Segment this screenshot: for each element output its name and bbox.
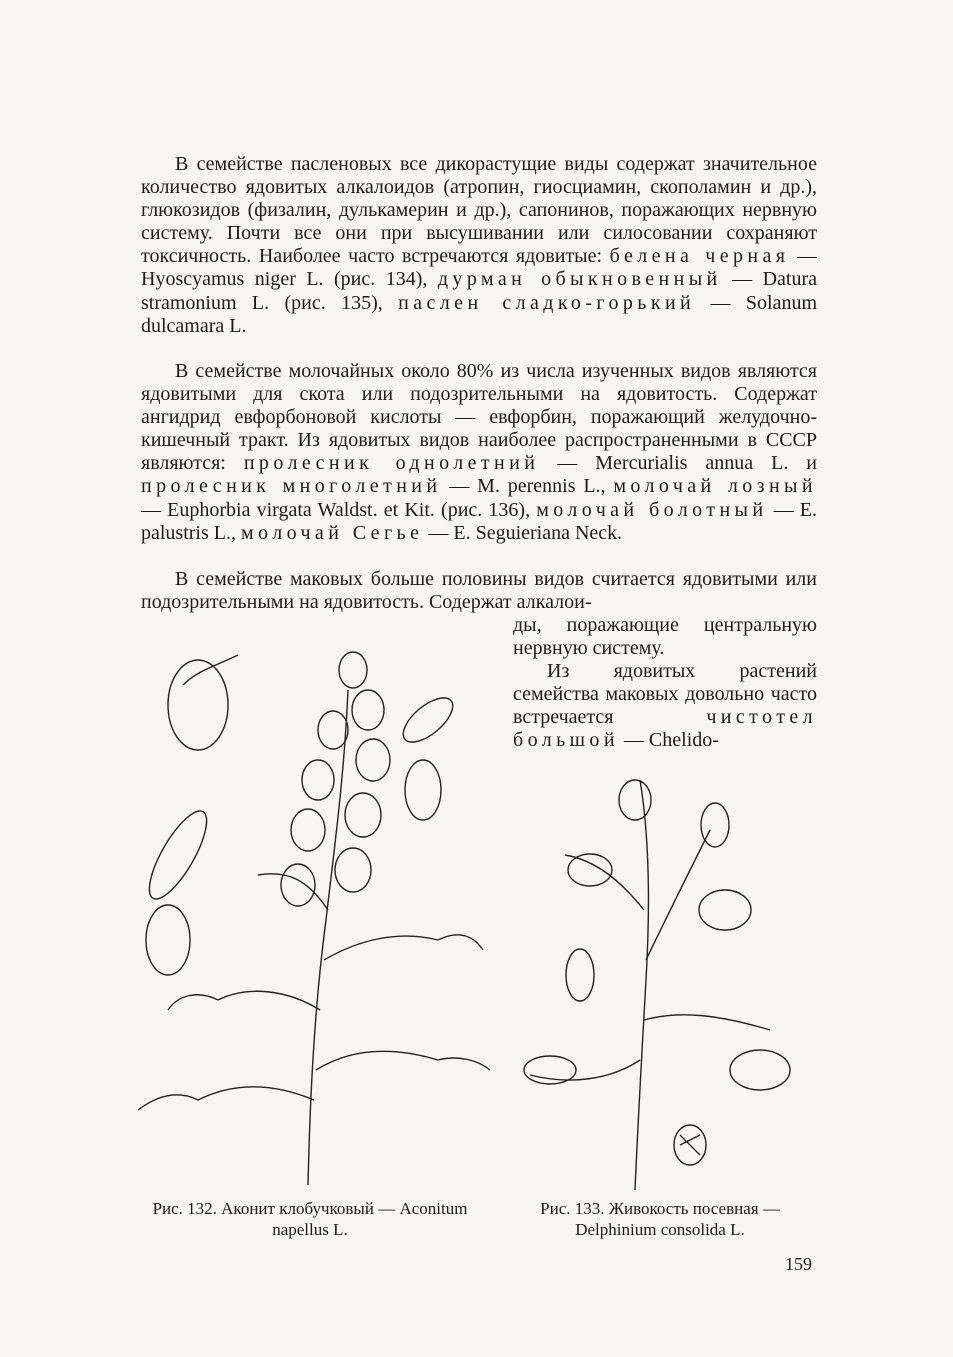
paragraph-papaveraceae-cont: ды, поражающие центральную нервную систему.	[513, 614, 817, 660]
species-nightshade: паслен сладко-горький	[398, 291, 696, 314]
paragraph-celandine: Из ядовитых растений семейства маковых довольно часто встречается чистотел большой — Chelido-	[513, 660, 817, 752]
species-euphorbia-seguieriana: молочай Сегье	[241, 521, 424, 544]
aconite-illustration	[138, 630, 490, 1185]
figure-132-caption: Рис. 132. Аконит клобучковый — Aconitum napellus L.	[152, 1199, 468, 1239]
page-number: 159	[785, 1254, 812, 1274]
species-datura: дурман обыкновенный	[437, 268, 722, 291]
larkspur-illustration	[510, 760, 820, 1190]
paragraph-euphorbiaceae: В семействе молочайных около 80% из числа изученных видов являются ядовитыми для скота или подозрительными на ядовитость. Содержат ангидрид евфорбоновой кислоты — евфорбин, поражающий желудочно-кишечный тракт. Из ядовитых видов наиболее распространенными в СССР являются: пролесник однолетний — Mercurialis annua L. и пролесник многолетний — M. perennis L., молочай лозный — Euphorbia virgata Waldst. et Kit. (рис. 136), молочай болотный — E. palustris L., молочай Сегье — E. Seguieriana Neck.	[141, 360, 818, 544]
right-column-text	[513, 614, 817, 753]
species-euphorbia-virgata: молочай лозный	[613, 475, 817, 498]
species-mercurialis-annua: пролесник однолетний	[243, 452, 540, 475]
figure-133-caption: Рис. 133. Живокость посевная — Delphinium consolida L.	[540, 1199, 780, 1239]
paragraph-papaveraceae: В семействе маковых больше половины видов считается ядовитыми или подозрительными на ядовитость. Содержат алкалои-	[141, 568, 817, 614]
paragraph-solanaceae: В семействе пасленовых все дикорастущие виды содержат значительное количество ядовитых алкалоидов (атропин, гиосциамин, скополамин и др.), глюкозидов (физалин, дулькамерин и др.), сапонинов, поражающих нервную систему. Почти все они при высушивании или силосовании сохраняют токсичность. Наиболее часто встречаются ядовитые: белена черная — Hyoscyamus niger L. (рис. 134), дурман обыкновенный — Datura stramonium L. (рис. 135), паслен сладко-горький — Solanum dulcamara L.	[141, 153, 818, 337]
species-henbane: белена черная	[609, 245, 790, 268]
species-euphorbia-palustris: молочай болотный	[536, 498, 768, 521]
species-celandine: чистотел большой	[513, 706, 817, 752]
species-mercurialis-perennis: пролесник многолетний	[141, 475, 442, 498]
